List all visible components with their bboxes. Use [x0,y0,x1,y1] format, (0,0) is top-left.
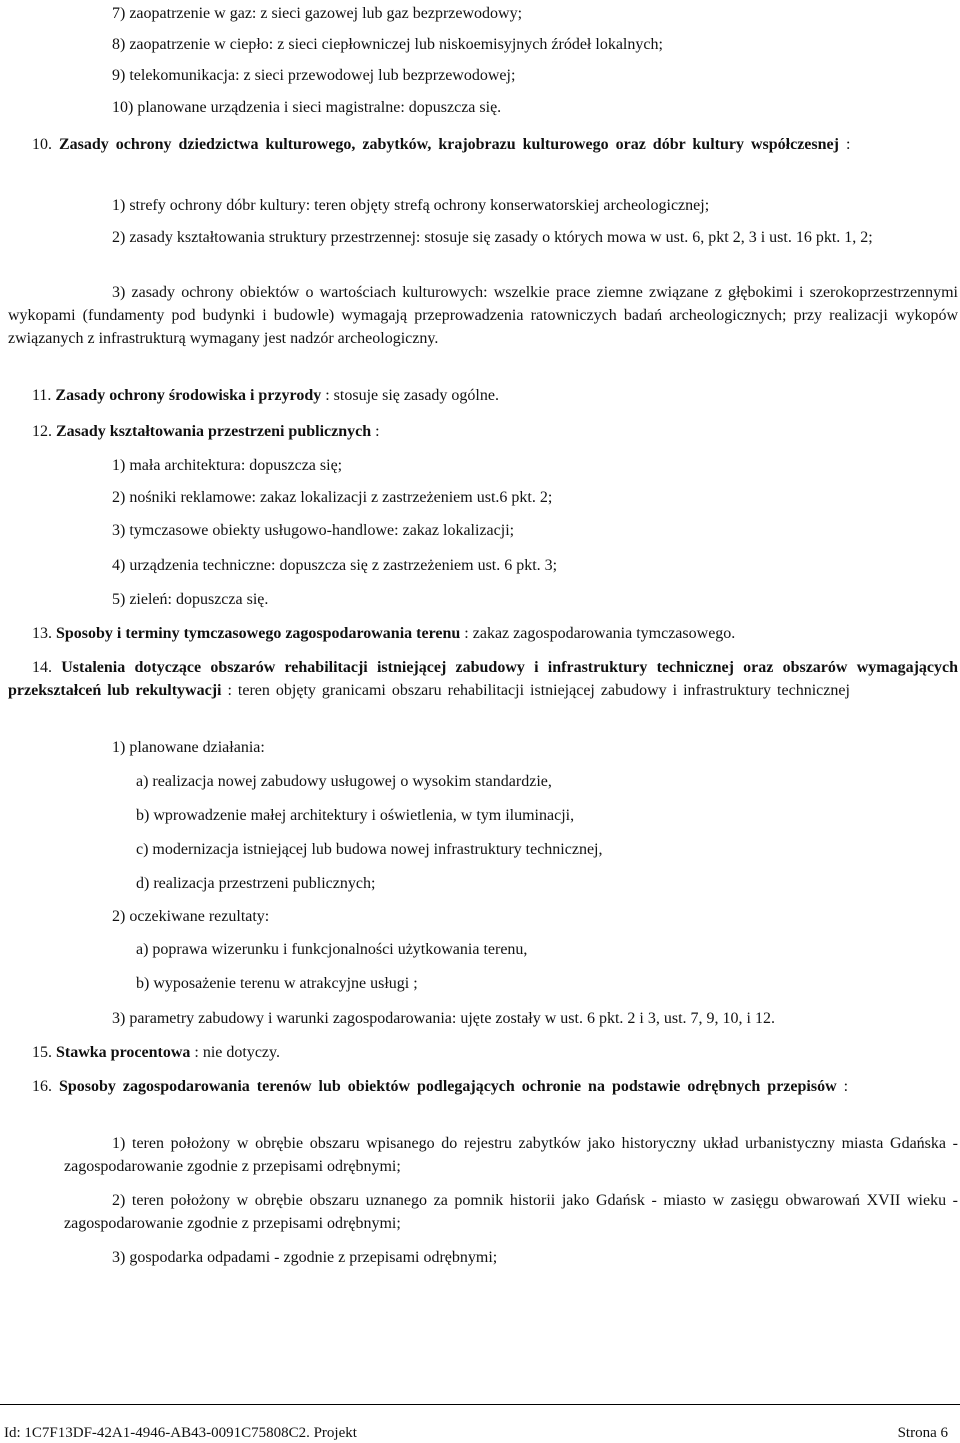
list-item: 1) mała architektura: dopuszcza się; [112,457,343,474]
sub-list-item: a) poprawa wizerunku i funkcjonalności użytkowania terenu, [136,941,528,958]
list-item: 1) strefy ochrony dóbr kultury: teren objęty strefą ochrony konserwatorskiej archeologicznej; [112,197,710,214]
section-tail: : [836,1078,849,1095]
section-tail: : nie dotyczy. [190,1044,280,1061]
section-number: 16. [32,1078,52,1095]
section-13-heading [32,622,735,645]
section-16-heading [32,1075,958,1098]
sub-list-item: b) wprowadzenie małej architektury i oświetlenia, w tym iluminacji, [136,807,575,824]
section-number: 14. [32,659,52,676]
list-item: 7) zaopatrzenie w gaz: z sieci gazowej lub gaz bezprzewodowy; [112,5,523,22]
section-title: Zasady ochrony środowiska i przyrody [55,387,322,404]
section-tail: : [371,423,380,440]
section-number: 11. [32,387,52,404]
sub-list-item: b) wyposażenie terenu w atrakcyjne usługi ; [136,975,418,992]
list-item: 10) planowane urządzenia i sieci magistralne: dopuszcza się. [112,99,502,116]
list-item: 2) oczekiwane rezultaty: [112,908,270,925]
section-title: Stawka procentowa [56,1044,191,1061]
list-item: 3) tymczasowe obiekty usługowo-handlowe: zakaz lokalizacji; [112,522,515,539]
section-tail: : teren objęty granicami obszaru rehabilitacji istniejącej zabudowy i infrastruktury technicznej [221,682,850,699]
section-10-heading [8,133,958,156]
section-number: 15. [32,1044,52,1061]
section-number: 12. [32,423,52,440]
section-15-heading [32,1041,280,1064]
section-tail: : zakaz zagospodarowania tymczasowego. [460,625,736,642]
list-item: 3) parametry zabudowy i warunki zagospodarowania: ujęte zostały w ust. 6 pkt. 2 i 3, ust. 7, 9, 10, i 12. [112,1010,775,1027]
list-item: 2) nośniki reklamowe: zakaz lokalizacji z zastrzeżeniem ust.6 pkt. 2; [112,489,553,506]
list-item: 2) zasady kształtowania struktury przestrzennej: stosuje się zasady o których mowa w ust. 6, pkt 2, 3 i ust. 16 pkt. 1, 2; [112,229,873,246]
sub-list-item: d) realizacja przestrzeni publicznych; [136,875,376,892]
sub-list-item: c) modernizacja istniejącej lub budowa nowej infrastruktury technicznej, [136,841,603,858]
section-tail: : stosuje się zasady ogólne. [321,387,499,404]
sub-list-item: a) realizacja nowej zabudowy usługowej o wysokim standardzie, [136,773,552,790]
section-number: 13. [32,625,52,642]
footer-page-number: Strona 6 [897,1425,948,1441]
footer-divider [0,1404,960,1405]
footer-document-id: Id: 1C7F13DF-42A1-4946-AB43-0091C75808C2. Projekt [4,1425,357,1441]
list-item: 8) zaopatrzenie w ciepło: z sieci ciepłowniczej lub niskoemisyjnych źródeł lokalnych; [112,36,663,53]
list-item: 2) teren położony w obrębie obszaru uznanego za pomnik historii jako Gdańsk - miasto w zasięgu obwarowań XVII wieku - zagospodarowanie zgodnie z przepisami odrębnymi; [64,1192,958,1232]
list-item: 1) planowane działania: [112,739,265,756]
section-title: Zasady kształtowania przestrzeni publicznych [56,423,372,440]
section-tail: : [838,136,851,153]
section-14-heading [8,656,958,702]
list-item: 3) gospodarka odpadami - zgodnie z przepisami odrębnymi; [112,1249,498,1266]
section-12-heading [32,420,380,443]
list-item: 9) telekomunikacja: z sieci przewodowej lub bezprzewodowej; [112,67,516,84]
section-number: 10. [32,136,52,153]
section-title: Sposoby i terminy tymczasowego zagospodarowania terenu [56,625,461,642]
section-11-heading [32,384,499,407]
section-title: Sposoby zagospodarowania terenów lub obiektów podlegających ochronie na podstawie odrębnych przepisów [59,1078,837,1095]
list-item: 1) teren położony w obrębie obszaru wpisanego do rejestru zabytków jako historyczny układ urbanistyczny miasta Gdańska - zagospodarowanie zgodnie z przepisami odrębnymi; [64,1135,958,1175]
section-title: Ustalenia dotyczące obszarów rehabilitacji istniejącej zabudowy i infrastruktury technicznej oraz obszarów wymagających przekształceń lub rekultywacji [8,659,959,699]
list-item: 5) zieleń: dopuszcza się. [112,591,269,608]
section-title: Zasady ochrony dziedzictwa kulturowego, zabytków, krajobrazu kulturowego oraz dóbr kultury współczesnej [59,136,839,153]
list-item: 3) zasady ochrony obiektów o wartościach kulturowych: wszelkie prace ziemne związane z głębokimi i szerokoprzestrzennymi wykopami (fundamenty pod budynki i budowle) wymagają przeprowadzenia ratowniczych badań archeologicznych; przy realizacji wykopów związanych z infrastrukturą wymagany jest nadzór archeologiczny. [8,284,958,347]
list-item: 4) urządzenia techniczne: dopuszcza się z zastrzeżeniem ust. 6 pkt. 3; [112,557,558,574]
